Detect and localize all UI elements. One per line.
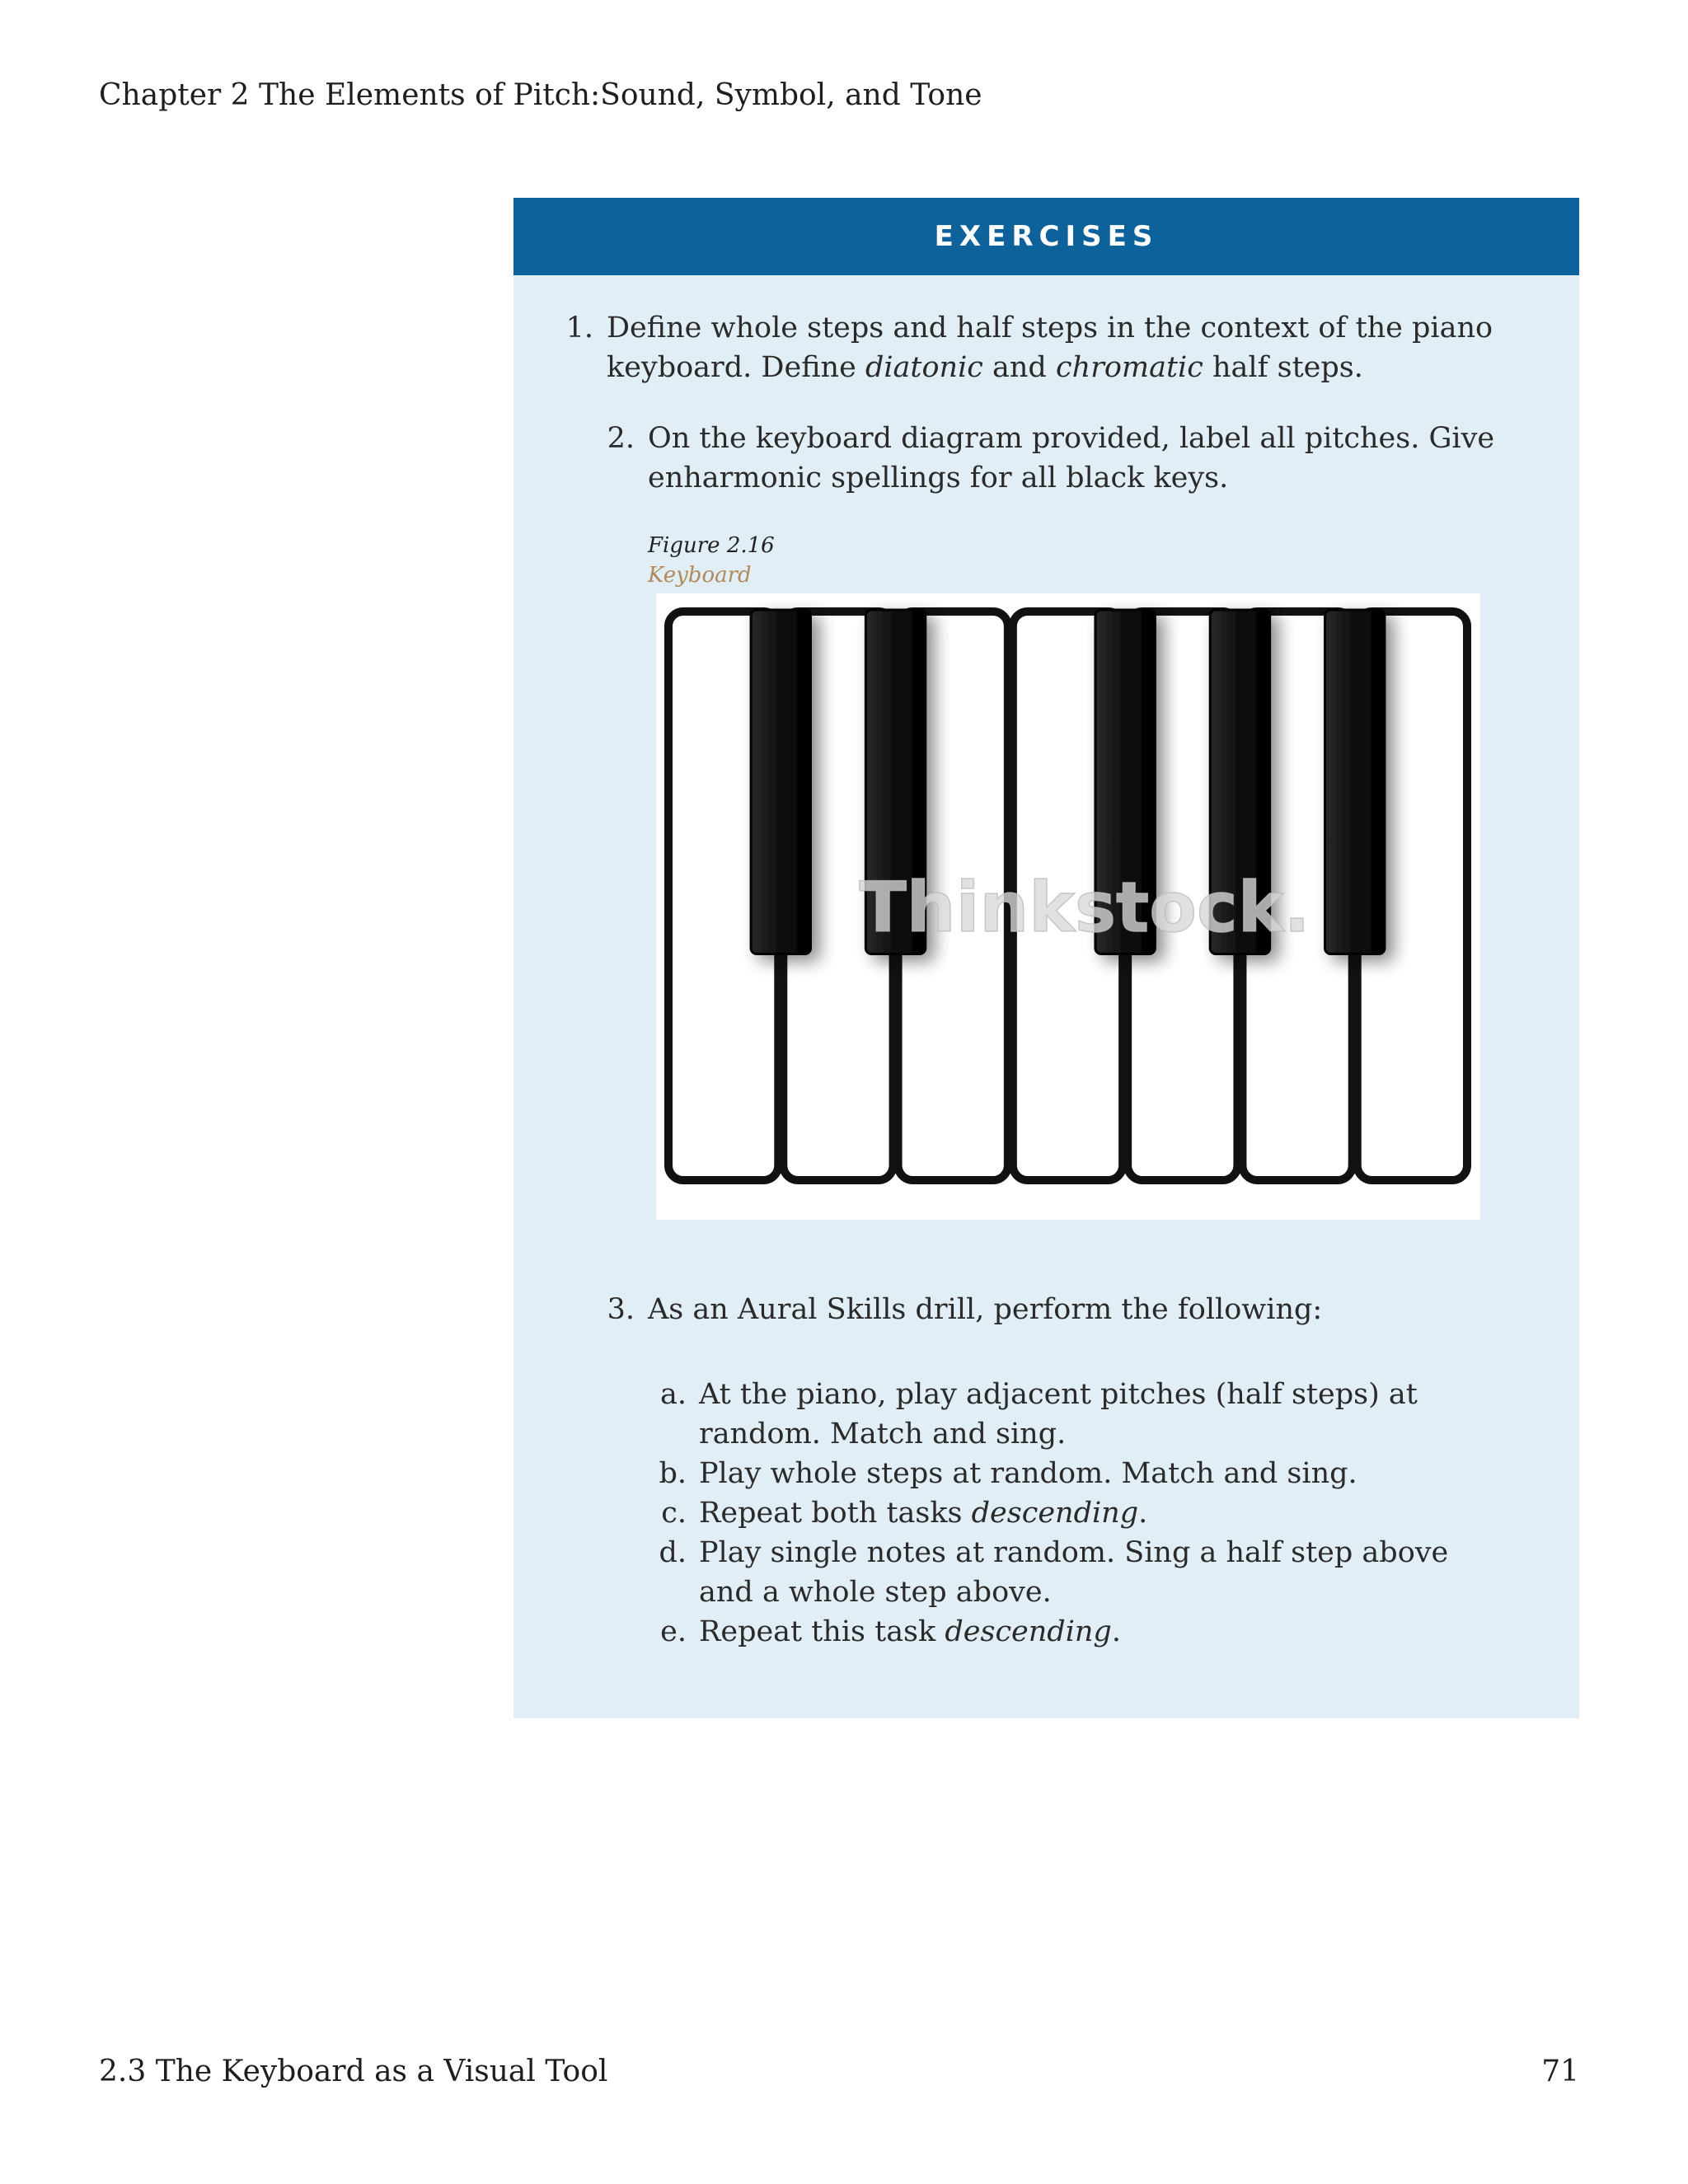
subitem-a [660, 1375, 1490, 1454]
running-header: Chapter 2 The Elements of Pitch:Sound, Symbol, and Tone [99, 78, 982, 112]
subitem-d [659, 1533, 1490, 1612]
subitem-e [660, 1612, 1490, 1652]
subitem-text: At the piano, play adjacent pitches (half steps) at random. Match and sing. [699, 1378, 1418, 1451]
exercises-box [513, 198, 1579, 1718]
subitem-text: Repeat this task [699, 1615, 945, 1648]
exercises-heading: EXERCISES [513, 198, 1579, 275]
term-chromatic: chromatic [1055, 351, 1203, 384]
exercise-item-1 [565, 308, 1546, 387]
exercise-text: As an Aural Skills drill, perform the following: [648, 1293, 1323, 1326]
watermark: Thinkstock. [859, 867, 1311, 948]
figure-caption [648, 531, 775, 590]
figure-number: Figure 2.16 [648, 533, 775, 558]
exercise-item-3 [607, 1290, 1522, 1329]
exercise-text: On the keyboard diagram provided, label all pitches. Give enharmonic spellings for all black keys. [648, 422, 1495, 494]
exercise-text: half steps. [1203, 351, 1363, 384]
term-diatonic: diatonic [865, 351, 983, 384]
subitem-text: Repeat both tasks [699, 1497, 972, 1530]
term-descending: descending [945, 1615, 1112, 1648]
keyboard-diagram [656, 593, 1480, 1220]
subitem-c [661, 1493, 1490, 1533]
subitem-tail: . [1138, 1497, 1148, 1530]
keyboard-figure [656, 593, 1480, 1220]
subitem-text: Play whole steps at random. Match and sing. [699, 1457, 1357, 1490]
subitem-letter: a. [660, 1378, 687, 1411]
exercise-text: Define whole steps and half steps in the context of the piano keyboard. Define [607, 312, 1493, 384]
exercise-number: 1. [565, 312, 593, 344]
exercise-text: and [982, 351, 1056, 384]
figure-title: Keyboard [648, 563, 752, 588]
subitem-b [659, 1454, 1490, 1493]
black-key [1325, 610, 1385, 954]
exercise-number: 3. [607, 1293, 635, 1326]
subitem-letter: e. [660, 1615, 687, 1648]
exercise-number: 2. [607, 422, 635, 455]
subitem-letter: c. [661, 1497, 687, 1530]
exercise-item-2 [607, 419, 1522, 498]
term-descending: descending [971, 1497, 1139, 1530]
subitem-tail: . [1111, 1615, 1121, 1648]
subitem-letter: b. [659, 1457, 687, 1490]
subitem-letter: d. [659, 1536, 687, 1569]
page-number: 71 [1541, 2055, 1579, 2088]
subitem-text: Play single notes at random. Sing a half step above and a whole step above. [699, 1536, 1449, 1609]
black-key [751, 610, 810, 954]
running-footer: 2.3 The Keyboard as a Visual Tool [99, 2055, 608, 2088]
